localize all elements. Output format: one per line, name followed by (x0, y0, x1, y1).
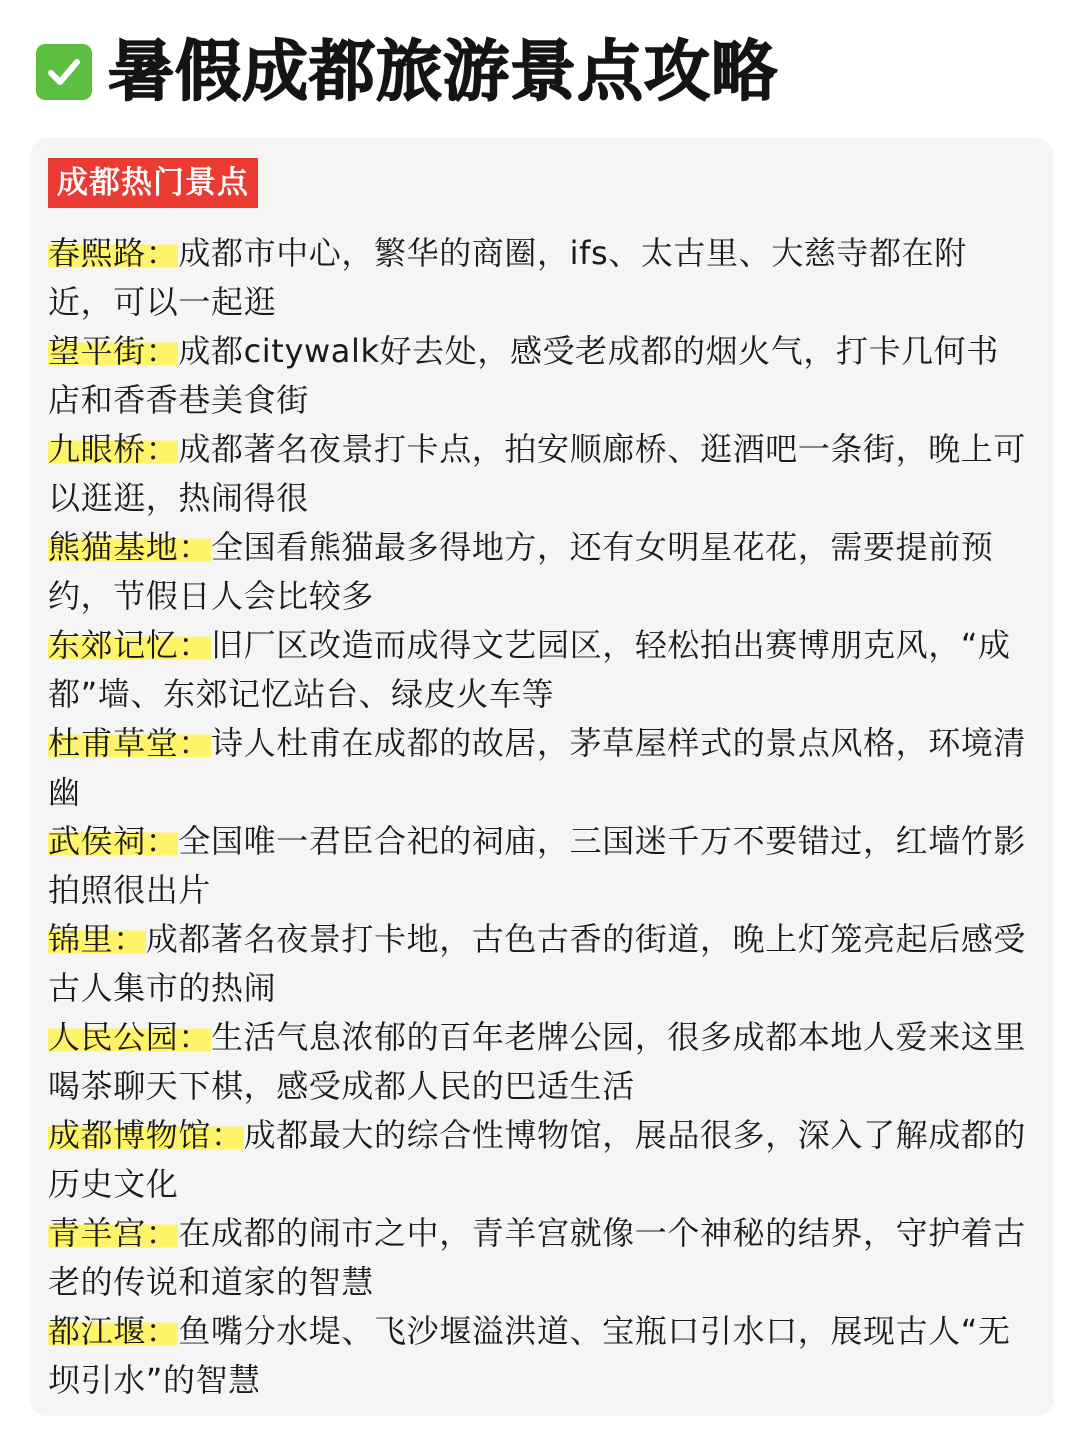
list-item (48, 229, 1030, 327)
attraction-name: 都江堰： (48, 1312, 179, 1350)
attraction-desc: 成都citywalk好去处，感受老成都的烟火气，打卡几何书店和香香巷美食街 (48, 332, 999, 419)
attraction-name: 杜甫草堂： (48, 724, 212, 762)
content-card (30, 138, 1054, 1416)
section-tag: 成都热门景点 (48, 158, 258, 208)
list-item (48, 1209, 1030, 1307)
list-item (48, 327, 1030, 425)
attraction-name: 成都博物馆： (48, 1116, 244, 1154)
list-item (48, 523, 1030, 621)
check-mark-icon (36, 44, 92, 100)
attraction-name: 东郊记忆： (48, 626, 212, 664)
attraction-desc: 成都最大的综合性博物馆，展品很多，深入了解成都的历史文化 (48, 1116, 1027, 1203)
list-item (48, 915, 1030, 1013)
list-item (48, 817, 1030, 915)
attraction-name: 锦里： (48, 920, 146, 958)
header (36, 28, 778, 116)
attraction-desc: 生活气息浓郁的百年老牌公园，很多成都本地人爱来这里喝茶聊天下棋，感受成都人民的巴适生活 (48, 1018, 1027, 1105)
attraction-name: 熊猫基地： (48, 528, 212, 566)
list-item (48, 425, 1030, 523)
attraction-name: 望平街： (48, 332, 179, 370)
attraction-name: 武侯祠： (48, 822, 179, 860)
list-item (48, 719, 1030, 817)
page-title: 暑假成都旅游景点攻略 (108, 33, 778, 110)
attraction-desc: 鱼嘴分水堤、飞沙堰溢洪道、宝瓶口引水口，展现古人“无坝引水”的智慧 (48, 1312, 1011, 1399)
attraction-name: 人民公园： (48, 1018, 212, 1056)
attraction-desc: 旧厂区改造而成得文艺园区，轻松拍出赛博朋克风，“成都”墙、东郊记忆站台、绿皮火车等 (48, 626, 1011, 713)
attraction-desc: 成都市中心，繁华的商圈，ifs、太古里、大慈寺都在附近，可以一起逛 (48, 234, 967, 321)
attraction-list (48, 229, 1030, 1405)
attraction-name: 春熙路： (48, 234, 179, 272)
list-item (48, 1307, 1030, 1405)
attraction-desc: 全国唯一君臣合祀的祠庙，三国迷千万不要错过，红墙竹影拍照很出片 (48, 822, 1027, 909)
attraction-name: 青羊宫： (48, 1214, 179, 1252)
attraction-desc: 成都著名夜景打卡点，拍安顺廊桥、逛酒吧一条街，晚上可以逛逛，热闹得很 (48, 430, 1027, 517)
list-item (48, 1013, 1030, 1111)
attraction-desc: 诗人杜甫在成都的故居，茅草屋样式的景点风格，环境清幽 (48, 724, 1027, 811)
attraction-desc: 成都著名夜景打卡地，古色古香的街道，晚上灯笼亮起后感受古人集市的热闹 (48, 920, 1027, 1007)
attraction-desc: 在成都的闹市之中，青羊宫就像一个神秘的结界，守护着古老的传说和道家的智慧 (48, 1214, 1027, 1301)
attraction-desc: 全国看熊猫最多得地方，还有女明星花花，需要提前预约，节假日人会比较多 (48, 528, 994, 615)
attraction-name: 九眼桥： (48, 430, 179, 468)
list-item (48, 621, 1030, 719)
list-item (48, 1111, 1030, 1209)
